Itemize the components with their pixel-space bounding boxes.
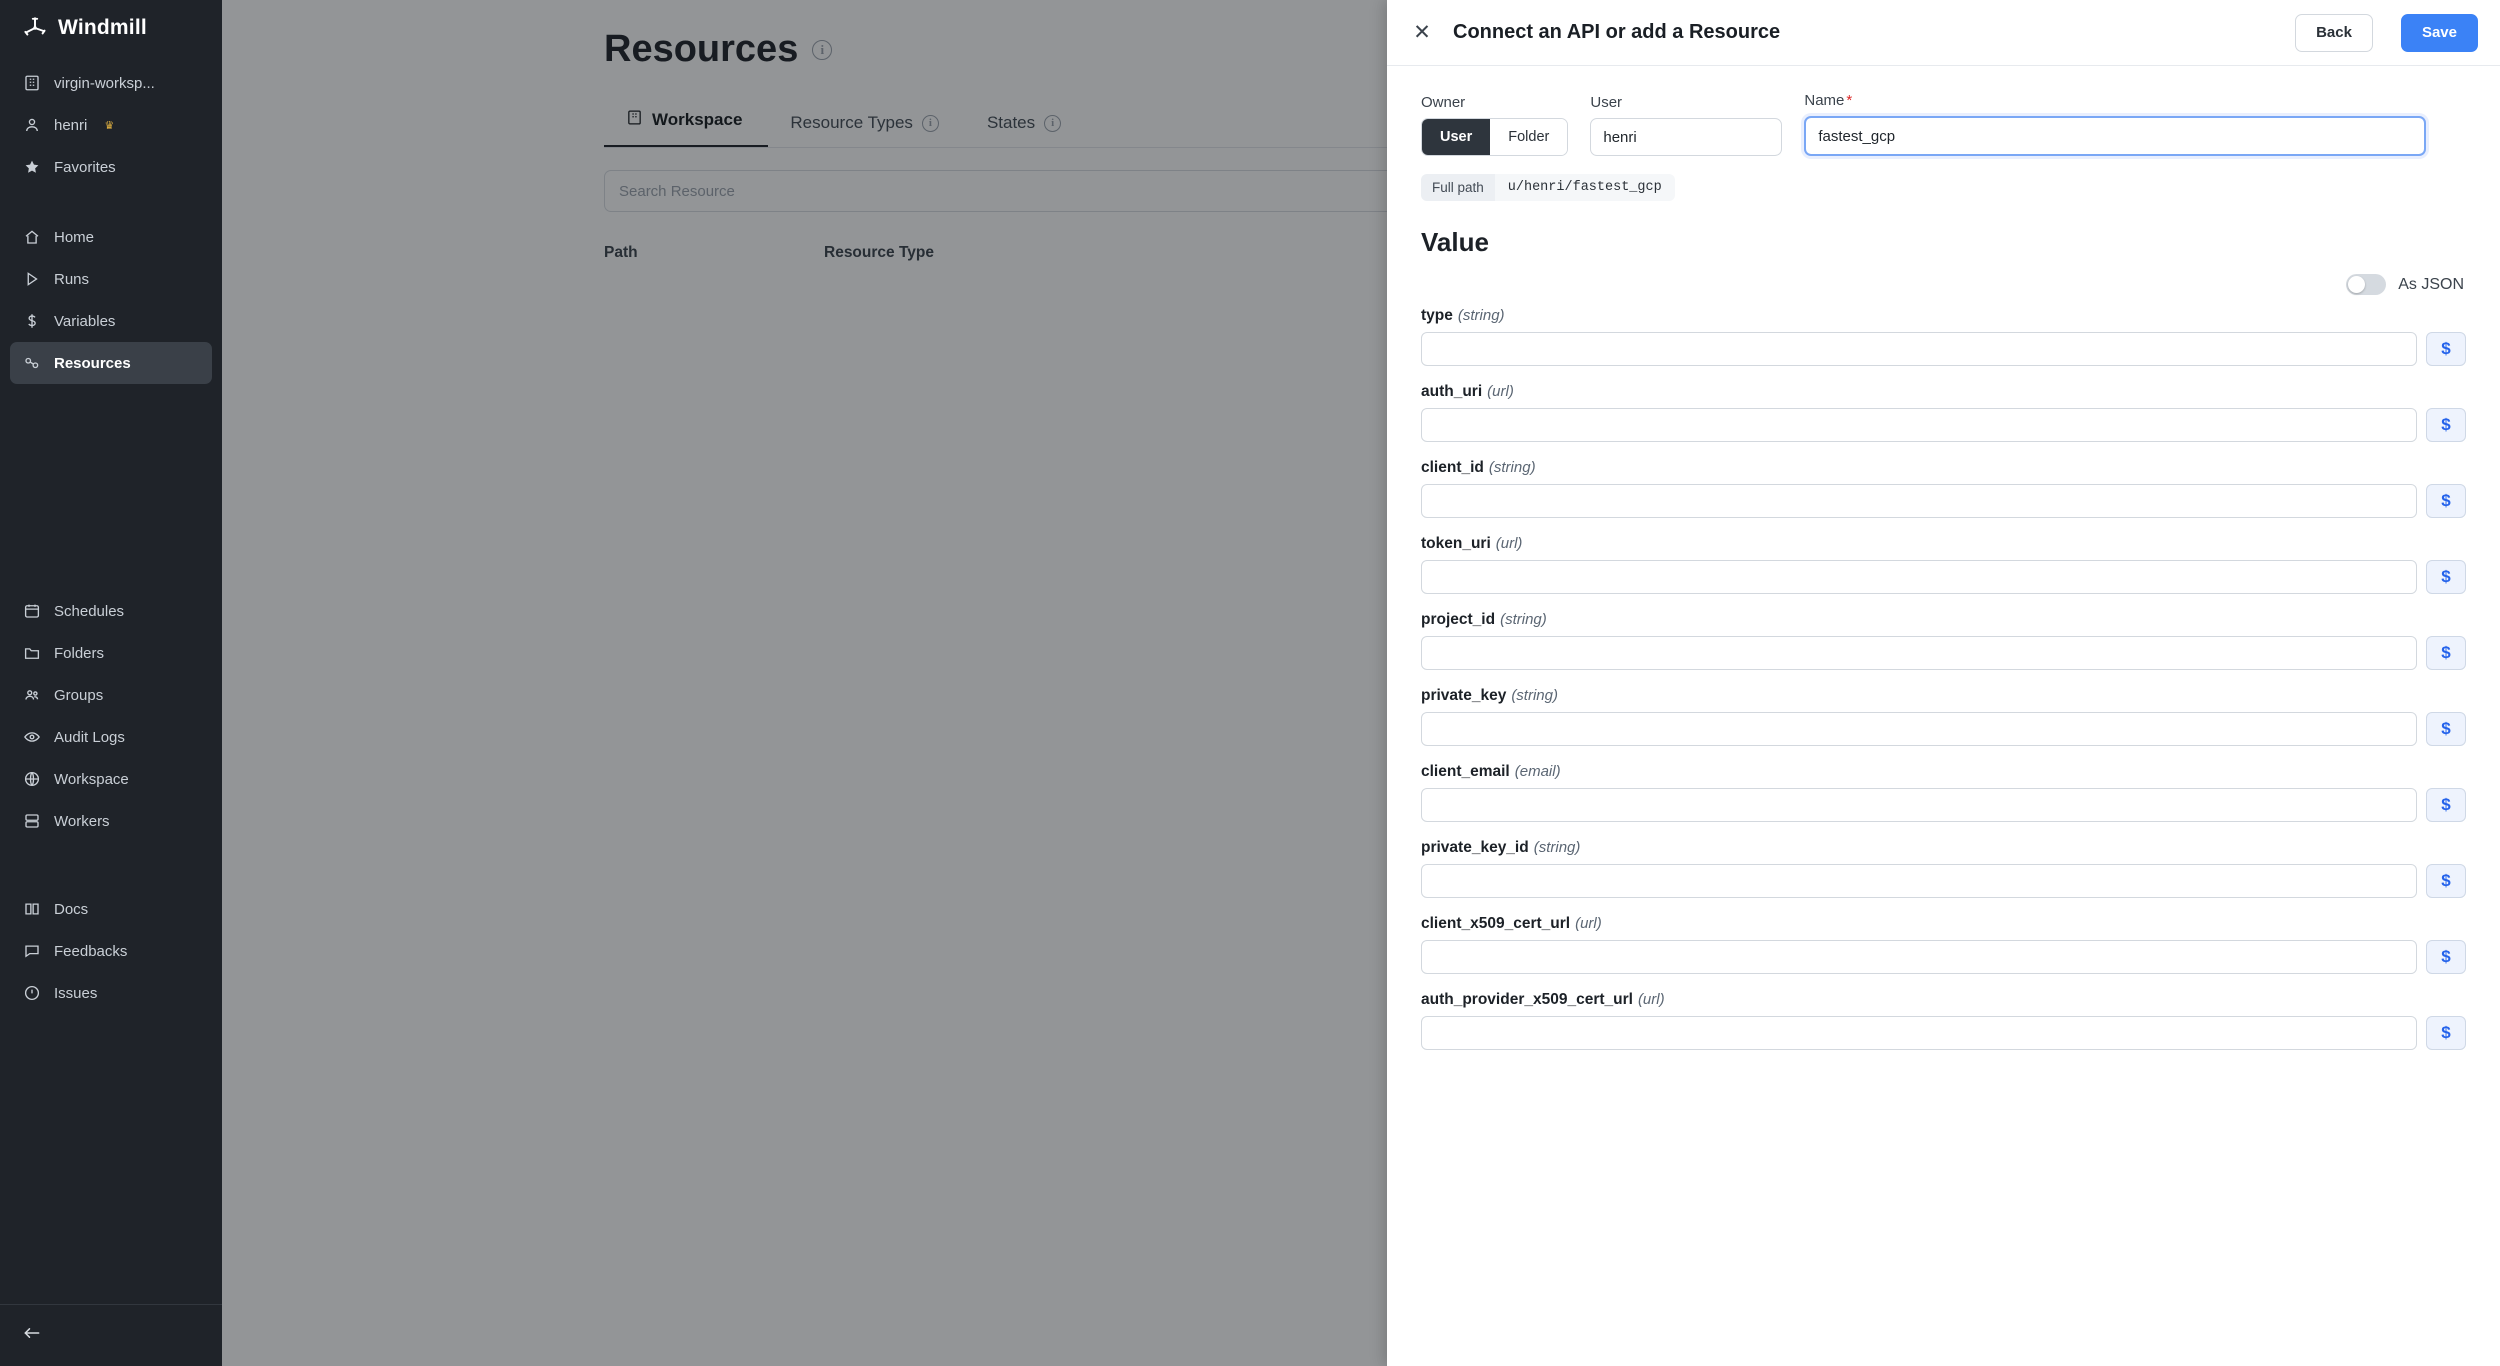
field-label-token-uri [1421, 535, 2466, 553]
sidebar-item-variables[interactable] [0, 300, 222, 342]
sidebar-item-label-folders: Folders [54, 644, 105, 662]
sidebar-user-label: henri [54, 116, 88, 134]
field-name-private-key-id: private_key_id [1421, 839, 1529, 856]
sidebar-nav-secondary [0, 584, 222, 842]
field-name-type: type [1421, 307, 1453, 324]
collapse-arrow-icon [22, 1323, 42, 1348]
sidebar-item-runs[interactable] [0, 258, 222, 300]
owner-row [1421, 92, 2466, 156]
field-name-token-uri: token_uri [1421, 535, 1491, 552]
field-typehint-client-x509-cert-url: (url) [1575, 915, 1602, 932]
windmill-logo-icon [22, 15, 48, 41]
field-row-client-x509-cert-url [1421, 940, 2466, 974]
value-section-title: Value [1421, 227, 1489, 257]
field-variable-button-client-email[interactable]: $ [2426, 788, 2466, 822]
field-name-private-key: private_key [1421, 687, 1507, 704]
field-variable-button-private-key-id[interactable]: $ [2426, 864, 2466, 898]
globe-icon [22, 770, 41, 789]
field-variable-button-auth-provider-x509-cert-url[interactable]: $ [2426, 1016, 2466, 1050]
field-input-client-x509-cert-url[interactable] [1421, 940, 2417, 974]
sidebar-item-workspace[interactable] [0, 758, 222, 800]
user-icon [22, 116, 41, 135]
field-auth-uri [1421, 383, 2466, 442]
field-variable-button-client-id[interactable]: $ [2426, 484, 2466, 518]
owner-option-folder[interactable]: Folder [1490, 119, 1567, 155]
sidebar-item-user[interactable] [0, 104, 222, 146]
field-input-project-id[interactable] [1421, 636, 2417, 670]
back-button[interactable]: Back [2295, 14, 2373, 52]
home-icon [22, 228, 41, 247]
sidebar-favorites-label: Favorites [54, 158, 116, 176]
folder-icon [22, 644, 41, 663]
drawer-body [1387, 66, 2500, 1366]
owner-label: Owner [1421, 94, 1466, 111]
info-icon-resource-types[interactable]: i [922, 115, 939, 132]
field-client-email [1421, 763, 2466, 822]
field-label-auth-provider-x509-cert-url [1421, 991, 2466, 1009]
field-input-auth-uri[interactable] [1421, 408, 2417, 442]
field-name-auth-provider-x509-cert-url: auth_provider_x509_cert_url [1421, 991, 1633, 1008]
resource-drawer [1387, 0, 2500, 1366]
field-label-private-key-id [1421, 839, 2466, 857]
owner-segmented-control[interactable] [1421, 118, 1568, 156]
field-row-project-id [1421, 636, 2466, 670]
as-json-label: As JSON [2398, 275, 2464, 293]
field-typehint-client-email: (email) [1514, 763, 1561, 780]
tab-label-resource-types: Resource Types [790, 113, 913, 132]
sidebar-item-home[interactable] [0, 216, 222, 258]
drawer-header [1387, 0, 2500, 66]
resource-fields [1421, 307, 2466, 1050]
sidebar-item-label-schedules: Schedules [54, 602, 125, 620]
sidebar-item-issues[interactable] [0, 972, 222, 1014]
field-private-key-id [1421, 839, 2466, 898]
brand-name: Windmill [58, 16, 147, 39]
owner-field [1421, 94, 1568, 156]
sidebar-nav-primary [0, 210, 222, 384]
dollar-icon [22, 312, 41, 331]
close-icon[interactable]: ✕ [1409, 20, 1435, 46]
field-label-project-id [1421, 611, 2466, 629]
toggle-knob [2348, 276, 2365, 293]
sidebar-nav-help [0, 882, 222, 1014]
sidebar-divider-2 [0, 384, 222, 584]
field-input-client-id[interactable] [1421, 484, 2417, 518]
field-token-uri [1421, 535, 2466, 594]
sidebar-top-section [0, 56, 222, 188]
sidebar-workspace-label: virgin-worksp... [54, 74, 155, 92]
name-field [1804, 92, 2426, 156]
sidebar-item-label-runs: Runs [54, 270, 90, 288]
field-typehint-private-key-id: (string) [1533, 839, 1581, 856]
page-title: Resources [604, 28, 799, 70]
sidebar-item-label-home: Home [54, 228, 95, 246]
field-input-auth-provider-x509-cert-url[interactable] [1421, 1016, 2417, 1050]
sidebar-collapse-button[interactable] [0, 1304, 222, 1366]
sidebar-divider-1 [0, 188, 222, 210]
sidebar-item-label-docs: Docs [54, 900, 89, 918]
field-typehint-project-id: (string) [1500, 611, 1547, 628]
book-icon [22, 900, 41, 919]
eye-icon [22, 728, 41, 747]
crown-icon: ♛ [104, 119, 115, 132]
table-header-resource-type: Resource Type [824, 244, 934, 261]
field-row-client-email [1421, 788, 2466, 822]
field-name-project-id: project_id [1421, 611, 1496, 628]
field-row-token-uri [1421, 560, 2466, 594]
star-icon [22, 158, 41, 177]
play-icon [22, 270, 41, 289]
name-label [1804, 92, 2426, 109]
sidebar-item-docs[interactable] [0, 888, 222, 930]
required-asterisk: * [1846, 92, 1853, 109]
sidebar-spacer [0, 1014, 222, 1304]
field-name-auth-uri: auth_uri [1421, 383, 1483, 400]
sidebar-item-workers[interactable] [0, 800, 222, 842]
field-client-id [1421, 459, 2466, 518]
sidebar-item-audit-logs[interactable] [0, 716, 222, 758]
resources-icon [22, 354, 41, 373]
field-label-type [1421, 307, 2466, 325]
info-icon-states[interactable]: i [1044, 115, 1061, 132]
field-variable-button-type[interactable]: $ [2426, 332, 2466, 366]
alert-icon [22, 984, 41, 1003]
name-label-text: Name [1804, 92, 1845, 109]
full-path-tag: Full path [1421, 174, 1495, 201]
calendar-icon [22, 602, 41, 621]
field-auth-provider-x509-cert-url [1421, 991, 2466, 1050]
sidebar-item-groups[interactable] [0, 674, 222, 716]
tab-label-workspace: Workspace [652, 110, 743, 129]
as-json-toggle[interactable] [2346, 274, 2386, 295]
field-typehint-auth-provider-x509-cert-url: (url) [1637, 991, 1665, 1008]
field-variable-button-token-uri[interactable]: $ [2426, 560, 2466, 594]
field-client-x509-cert-url [1421, 915, 2466, 974]
sidebar-item-label-issues: Issues [54, 984, 98, 1002]
groups-icon [22, 686, 41, 705]
user-field [1590, 94, 1782, 156]
sidebar-item-label-audit-logs: Audit Logs [54, 728, 125, 746]
building-icon [22, 74, 41, 93]
sidebar-item-label-resources: Resources [54, 354, 131, 372]
sidebar-item-label-workspace: Workspace [54, 770, 129, 788]
field-label-client-x509-cert-url [1421, 915, 2466, 933]
info-icon[interactable]: i [812, 40, 832, 60]
sidebar-item-label-feedbacks: Feedbacks [54, 942, 128, 960]
field-input-client-email[interactable] [1421, 788, 2417, 822]
sidebar-item-label-variables: Variables [54, 312, 116, 330]
field-variable-button-auth-uri[interactable]: $ [2426, 408, 2466, 442]
field-name-client-email: client_email [1421, 763, 1510, 780]
field-input-type[interactable] [1421, 332, 2417, 366]
tab-label-states: States [986, 113, 1036, 132]
field-label-private-key [1421, 687, 2466, 705]
sidebar-item-resources[interactable] [10, 342, 212, 384]
brand[interactable] [0, 0, 222, 56]
full-path-row [1421, 174, 2466, 201]
field-typehint-token-uri: (url) [1495, 535, 1523, 552]
chat-icon [22, 942, 41, 961]
sidebar-item-schedules[interactable] [0, 590, 222, 632]
field-name-client-x509-cert-url: client_x509_cert_url [1421, 915, 1571, 932]
field-row-client-id [1421, 484, 2466, 518]
field-row-type [1421, 332, 2466, 366]
save-button[interactable]: Save [2401, 14, 2478, 52]
sidebar-item-workspace-selector[interactable] [0, 62, 222, 104]
field-row-private-key [1421, 712, 2466, 746]
sidebar-item-label-groups: Groups [54, 686, 104, 704]
field-input-token-uri[interactable] [1421, 560, 2417, 594]
field-input-private-key-id[interactable] [1421, 864, 2417, 898]
field-variable-button-project-id[interactable]: $ [2426, 636, 2466, 670]
field-label-client-id [1421, 459, 2466, 477]
sidebar-item-favorites[interactable] [0, 146, 222, 188]
user-input[interactable] [1590, 118, 1782, 156]
field-typehint-type: (string) [1457, 307, 1505, 324]
field-label-client-email [1421, 763, 2466, 781]
field-project-id [1421, 611, 2466, 670]
field-variable-button-client-x509-cert-url[interactable]: $ [2426, 940, 2466, 974]
full-path-value: u/henri/fastest_gcp [1495, 174, 1675, 201]
name-input[interactable] [1804, 116, 2426, 156]
field-typehint-private-key: (string) [1511, 687, 1558, 704]
sidebar-item-feedbacks[interactable] [0, 930, 222, 972]
field-typehint-auth-uri: (url) [1487, 383, 1514, 400]
field-label-auth-uri [1421, 383, 2466, 401]
field-typehint-client-id: (string) [1488, 459, 1536, 476]
sidebar-item-label-workers: Workers [54, 812, 110, 830]
field-type [1421, 307, 2466, 366]
workers-icon [22, 812, 41, 831]
field-private-key [1421, 687, 2466, 746]
field-row-auth-provider-x509-cert-url [1421, 1016, 2466, 1050]
owner-option-user[interactable]: User [1422, 119, 1490, 155]
sidebar [0, 0, 222, 1366]
drawer-title: Connect an API or add a Resource [1453, 21, 1781, 43]
field-row-private-key-id [1421, 864, 2466, 898]
sidebar-item-folders[interactable] [0, 632, 222, 674]
sidebar-divider-3 [0, 842, 222, 882]
field-input-private-key[interactable] [1421, 712, 2417, 746]
field-name-client-id: client_id [1421, 459, 1484, 476]
as-json-row [1421, 274, 2466, 295]
field-row-auth-uri [1421, 408, 2466, 442]
user-label: User [1590, 94, 1623, 111]
table-header-path: Path [604, 244, 638, 261]
field-variable-button-private-key[interactable]: $ [2426, 712, 2466, 746]
